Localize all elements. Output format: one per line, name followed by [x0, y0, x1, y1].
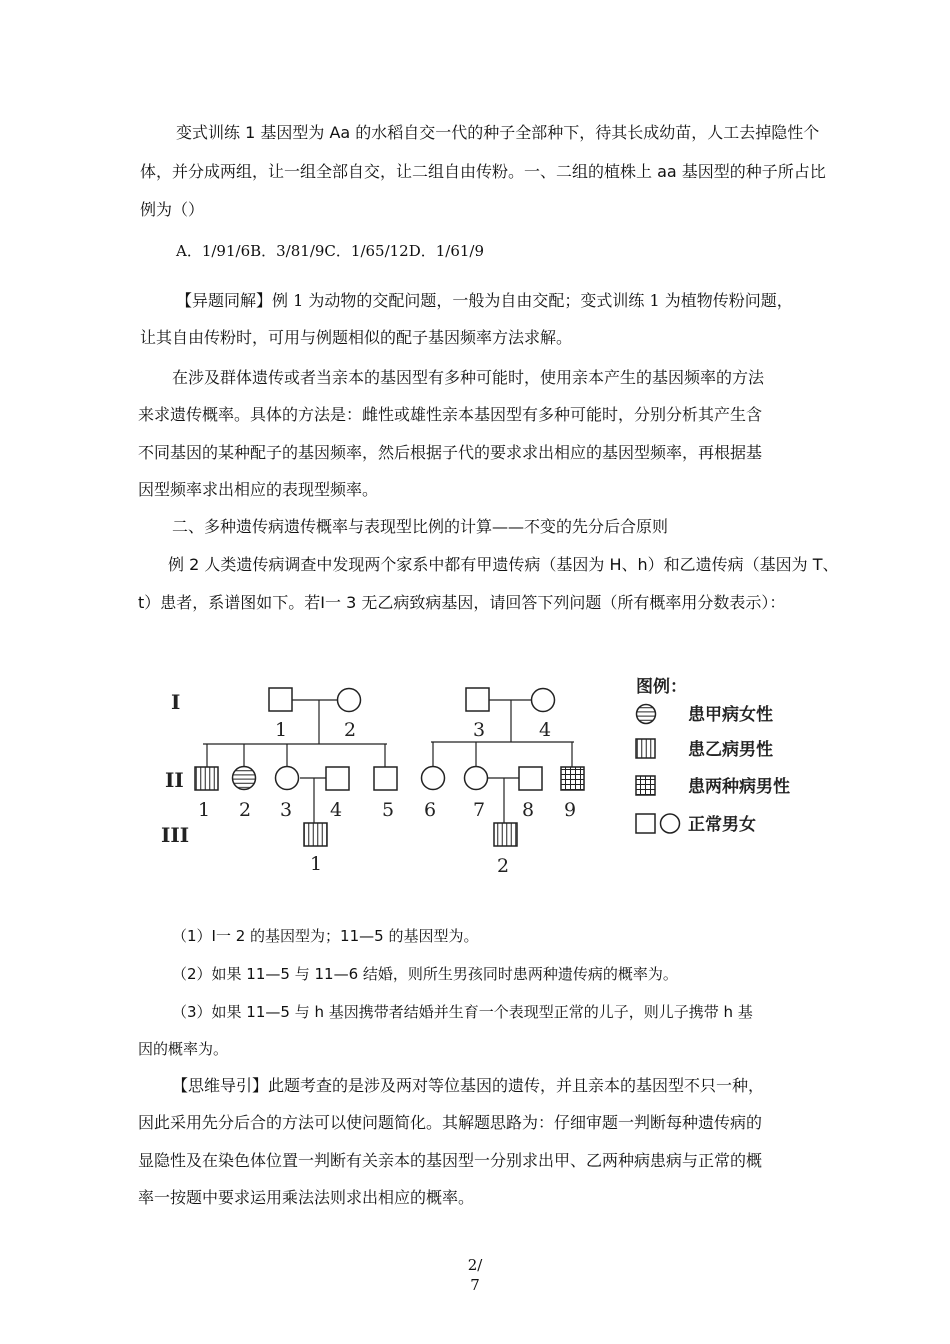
- legend-normal-female-symbol: [661, 814, 680, 833]
- section-two-heading: 二、多种遗传病遗传概率与表现型比例的计算——不变的先分后合原则: [172, 517, 669, 536]
- pedigree-iii2-b-affected-male: [494, 823, 517, 846]
- pedigree-i3-normal-male: [466, 688, 489, 711]
- page-number-bottom: 7: [470, 1276, 480, 1294]
- guide-line-1: 【思维导引】此题考查的是涉及两对等位基因的遗传，并且亲本的基因型不只一种，: [172, 1076, 765, 1095]
- question-2: （2）如果 11—5 与 11—6 结婚，则所生男孩同时患两种遗传病的概率为。: [172, 965, 678, 983]
- gen2-number-5: 5: [381, 799, 395, 821]
- pedigree-ii9-both-affected-male: [561, 767, 584, 790]
- gen2-number-6: 6: [423, 799, 437, 821]
- pedigree-ii7-normal-female: [465, 767, 488, 790]
- guide-line-2: 因此采用先分后合的方法可以使问题简化。其解题思路为：仔细审题一判断每种遗传病的: [138, 1113, 763, 1132]
- pedigree-ii5-normal-male: [374, 767, 397, 790]
- gen3-number-1: 1: [309, 853, 323, 875]
- pedigree-i1-normal-male: [269, 688, 292, 711]
- gen-label-ii: II: [165, 768, 184, 792]
- legend-both-affected-male-symbol: [636, 776, 655, 795]
- pedigree-i4-normal-female: [532, 689, 555, 712]
- gen2-number-9: 9: [563, 799, 577, 821]
- gen-label-iii: III: [161, 823, 190, 847]
- legend-a-affected-female-symbol: [637, 705, 656, 724]
- method-line-1: 在涉及群体遗传或者当亲本的基因型有多种可能时，使用亲本产生的基因频率的方法: [172, 368, 765, 387]
- pedigree-i2-normal-female: [338, 689, 361, 712]
- legend-item-2: 患乙病男性: [688, 740, 773, 760]
- example2-line-1: 例 2 人类遗传病调查中发现两个家系中都有甲遗传病（基因为 H、h）和乙遗传病（基因为 T、: [168, 555, 839, 574]
- method-line-2: 来求遗传概率。具体的方法是：雌性或雄性亲本基因型有多种可能时，分别分析其产生含: [138, 405, 763, 424]
- method-line-3: 不同基因的某种配子的基因频率，然后根据子代的要求求出相应的基因型频率，再根据基: [138, 443, 763, 462]
- gen-label-i: I: [171, 690, 181, 714]
- pedigree-ii8-normal-male: [519, 767, 542, 790]
- gen1-number-2: 2: [343, 719, 357, 741]
- gen1-number-3: 3: [472, 719, 486, 741]
- legend-normal-male-symbol: [636, 814, 655, 833]
- legend-title: 图例：: [636, 677, 687, 697]
- gen2-number-1: 1: [197, 799, 211, 821]
- method-line-4: 因型频率求出相应的表现型频率。: [138, 480, 379, 499]
- legend-b-affected-male-symbol: [636, 739, 655, 758]
- legend-item-1: 患甲病女性: [688, 705, 773, 725]
- gen1-number-4: 4: [538, 719, 552, 741]
- page-number-top: 2/: [467, 1256, 483, 1274]
- same-solution-line-1: 【异题同解】例 1 为动物的交配问题，一般为自由交配；变式训练 1 为植物传粉问题，: [176, 291, 793, 310]
- variant-line-3: 例为（）: [140, 200, 205, 219]
- variant-line-1: 变式训练 1 基因型为 Aa 的水稻自交一代的种子全部种下，待其长成幼苗，人工去掉隐性个: [176, 123, 820, 142]
- question-1: （1）Ⅰ一 2 的基因型为；11—5 的基因型为。: [172, 927, 479, 945]
- same-solution-line-2: 让其自由传粉时，可用与例题相似的配子基因频率方法求解。: [140, 328, 573, 347]
- pedigree-chart: [158, 672, 808, 882]
- variant-line-2: 体，并分成两组，让一组全部自交，让二组自由传粉。一、二组的植株上 aa 基因型的种子所占比: [140, 162, 826, 181]
- gen1-number-1: 1: [274, 719, 288, 741]
- gen2-number-2: 2: [238, 799, 252, 821]
- gen2-number-7: 7: [472, 799, 486, 821]
- pedigree-ii3-normal-female: [276, 767, 299, 790]
- legend-item-4: 正常男女: [688, 815, 756, 835]
- example2-line-2: t）患者，系谱图如下。若Ⅰ一 3 无乙病致病基因，请回答下列问题（所有概率用分数表示）：: [138, 593, 786, 612]
- guide-line-4: 率一按题中要求运用乘法法则求出相应的概率。: [138, 1188, 475, 1207]
- guide-line-3: 显隐性及在染色体位置一判断有关亲本的基因型一分别求出甲、乙两种病患病与正常的概: [138, 1151, 763, 1170]
- gen3-number-2: 2: [496, 855, 510, 877]
- gen2-number-8: 8: [521, 799, 535, 821]
- pedigree-ii4-normal-male: [326, 767, 349, 790]
- pedigree-ii1-b-affected-male: [195, 767, 218, 790]
- gen2-number-4: 4: [329, 799, 343, 821]
- pedigree-ii6-normal-female: [422, 767, 445, 790]
- variant-options: A．1/91/6B．3/81/9C．1/65/12D．1/61/9: [176, 242, 485, 260]
- pedigree-ii2-a-affected-female: [233, 767, 256, 790]
- legend-item-3: 患两种病男性: [688, 777, 790, 797]
- pedigree-iii1-b-affected-male: [304, 823, 327, 846]
- question-3-line-1: （3）如果 11—5 与 h 基因携带者结婚并生育一个表现型正常的儿子，则儿子携带 h 基: [172, 1003, 753, 1021]
- gen2-number-3: 3: [279, 799, 293, 821]
- question-3-line-2: 因的概率为。: [138, 1040, 229, 1058]
